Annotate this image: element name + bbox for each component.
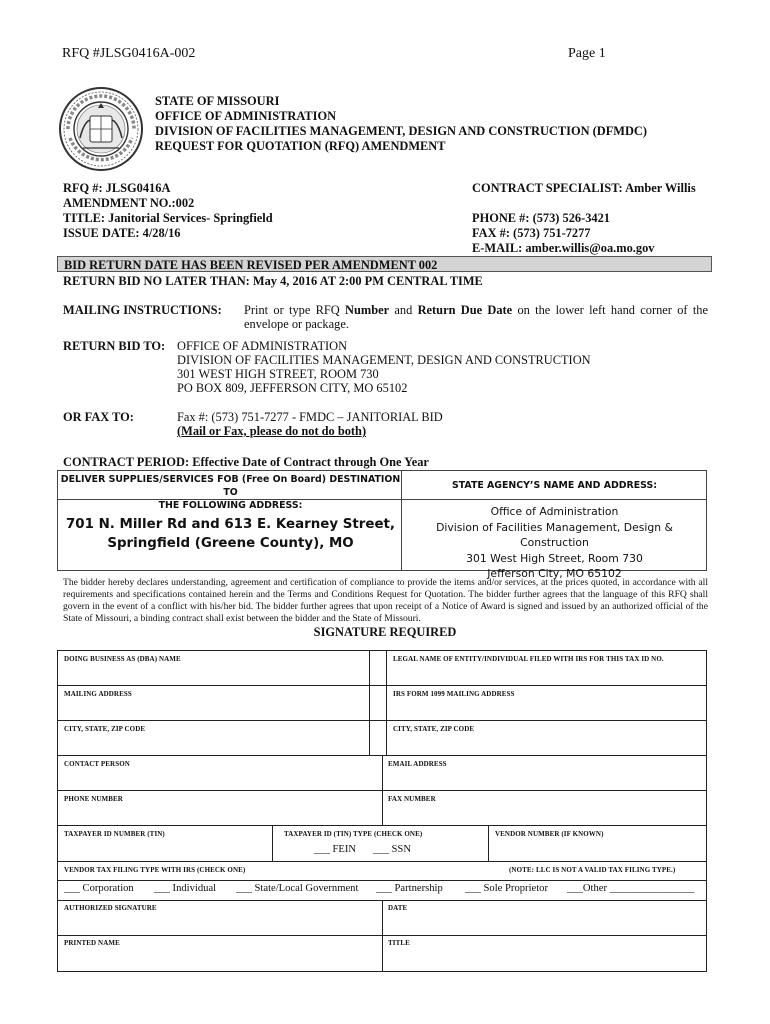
agency-state: STATE OF MISSOURI [155, 94, 280, 108]
delivery-address-cell [57, 470, 402, 571]
city-state-zip-field[interactable]: CITY, STATE, ZIP CODE [64, 725, 146, 733]
fax-to-label: OR FAX TO: [63, 410, 134, 424]
mailing-instructions-label: MAILING INSTRUCTIONS: [63, 303, 222, 317]
issue-date: ISSUE DATE: 4/28/16 [63, 226, 181, 240]
rfq-title: TITLE: Janitorial Services- Springfield [63, 211, 273, 225]
mailing-bold-due-date: Return Due Date [417, 303, 513, 317]
llc-note: (NOTE: LLC IS NOT A VALID TAX FILING TYPE.) [509, 866, 676, 874]
title-field[interactable]: TITLE [388, 939, 410, 947]
email-address-field[interactable]: EMAIL ADDRESS [388, 760, 447, 768]
mailing-bold-number: Number [345, 303, 390, 317]
return-address-line: PO BOX 809, JEFFERSON CITY, MO 65102 [177, 381, 408, 395]
contact-info [472, 181, 696, 256]
return-deadline: RETURN BID NO LATER THAN: May 4, 2016 AT 2:00 PM CENTRAL TIME [63, 274, 483, 288]
filing-type-label: VENDOR TAX FILING TYPE WITH IRS (CHECK ONE) [64, 866, 246, 874]
agency-address-cell [402, 470, 707, 580]
tin-type-label: TAXPAYER ID (TIN) TYPE (CHECK ONE) [284, 830, 423, 838]
fax-number-line: Fax #: (573) 751-7277 - FMDC – JANITORIAL BID [177, 410, 443, 424]
other-option[interactable]: ___Other ________________ [567, 883, 695, 894]
phone-number-field[interactable]: PHONE NUMBER [64, 795, 123, 803]
delivery-table [57, 470, 707, 580]
delivery-address-line: Springfield (Greene County), MO [107, 536, 354, 551]
mailing-text-2: and [389, 303, 418, 317]
agency-heading [155, 94, 647, 154]
delivery-address-line: 701 N. Miller Rd and 613 E. Kearney Street, [65, 517, 396, 532]
fax-warning: (Mail or Fax, please do not do both) [177, 424, 367, 438]
return-bid-label: RETURN BID TO: [63, 339, 166, 353]
agency-address-line: Office of Administration [490, 505, 619, 518]
delivery-header-line: DELIVER SUPPLIES/SERVICES FOB (Free On Board) DESTINATION TO [60, 474, 401, 498]
government-option[interactable]: ___ State/Local Government [236, 883, 359, 894]
agency-address [402, 504, 707, 582]
printed-name-field[interactable]: PRINTED NAME [64, 939, 120, 947]
corporation-option[interactable]: ___ Corporation [64, 883, 134, 894]
mailing-text-1: Print or type RFQ [244, 303, 346, 317]
agency-address-line: Division of Facilities Management, Design & Construction [436, 520, 673, 549]
page-number: Page 1 [568, 46, 606, 61]
return-address-line: OFFICE OF ADMINISTRATION [177, 339, 348, 353]
signature-required-heading: SIGNATURE REQUIRED [313, 625, 457, 639]
partnership-option[interactable]: ___ Partnership [376, 883, 443, 894]
rfq-info [63, 181, 273, 241]
agency-address-line: Jefferson City, MO 65102 [487, 567, 622, 580]
mailing-address-field[interactable]: MAILING ADDRESS [64, 690, 132, 698]
legal-name-field[interactable]: LEGAL NAME OF ENTITY/INDIVIDUAL FILED WITH IRS FOR THIS TAX ID NO. [393, 655, 664, 663]
ssn-checkbox[interactable]: ___ SSN [373, 844, 411, 855]
signature-form [57, 650, 707, 972]
irs-1099-address-field[interactable]: IRS FORM 1099 MAILING ADDRESS [393, 690, 515, 698]
mailing-instructions-text [244, 303, 708, 331]
agency-office: OFFICE OF ADMINISTRATION [155, 109, 337, 123]
fax-info [177, 410, 443, 438]
contract-period: CONTRACT PERIOD: Effective Date of Contract through One Year [63, 455, 429, 469]
rfq-number: RFQ #: JLSG0416A [63, 181, 171, 195]
agency-doc-type: REQUEST FOR QUOTATION (RFQ) AMENDMENT [155, 139, 446, 153]
delivery-header [58, 471, 403, 511]
contact-phone: PHONE #: (573) 526-3421 [472, 211, 611, 225]
revision-banner: BID RETURN DATE HAS BEEN REVISED PER AMENDMENT 002 [57, 256, 712, 272]
contact-fax: FAX #: (573) 751-7277 [472, 226, 591, 240]
fax-number-field[interactable]: FAX NUMBER [388, 795, 436, 803]
sole-proprietor-option[interactable]: ___ Sole Proprietor [465, 883, 548, 894]
contact-person-field[interactable]: CONTACT PERSON [64, 760, 130, 768]
delivery-header-line: THE FOLLOWING ADDRESS: [158, 500, 303, 511]
date-field[interactable]: DATE [388, 904, 408, 912]
return-address-line: DIVISION OF FACILITIES MANAGEMENT, DESIGN AND CONSTRUCTION [177, 353, 591, 367]
amendment-number: AMENDMENT NO.:002 [63, 196, 195, 210]
vendor-number-field[interactable]: VENDOR NUMBER (IF KNOWN) [495, 830, 604, 838]
fein-checkbox[interactable]: ___ FEIN [314, 844, 357, 855]
authorized-signature-field[interactable]: AUTHORIZED SIGNATURE [64, 904, 157, 912]
agency-address-line: 301 West High Street, Room 730 [466, 551, 643, 565]
mailing-text-3: on the lower left hand corner of the envelope or package. [244, 303, 708, 331]
bidder-declaration: The bidder hereby declares understanding, agreement and certification of compliance to provide the items and/or services, at the prices quoted, in accordance with all requirements and specifications contained herein and the Terms and Conditions Request for Quotation. The bidder further agrees that the language of this RFQ shall govern in the event of a conflict with his/her bid. The bidder further agrees that upon receipt of a Notice of Award is signed and issued by an authorized official of the State of Missouri, a binding contract shall exist between the bidder and the State of Missouri. [63, 577, 708, 624]
agency-division: DIVISION OF FACILITIES MANAGEMENT, DESIGN AND CONSTRUCTION (DFMDC) [155, 124, 647, 138]
irs-city-state-zip-field[interactable]: CITY, STATE, ZIP CODE [393, 725, 475, 733]
contract-specialist: CONTRACT SPECIALIST: Amber Willis [472, 181, 696, 195]
return-address [177, 339, 591, 395]
tin-field[interactable]: TAXPAYER ID NUMBER (TIN) [64, 830, 165, 838]
individual-option[interactable]: ___ Individual [154, 883, 217, 894]
delivery-address [58, 515, 403, 553]
rfq-reference: RFQ #JLSG0416A-002 [62, 46, 196, 61]
dba-field[interactable]: DOING BUSINESS AS (DBA) NAME [64, 655, 181, 663]
return-address-line: 301 WEST HIGH STREET, ROOM 730 [177, 367, 379, 381]
contact-email: E-MAIL: amber.willis@oa.mo.gov [472, 241, 655, 255]
state-seal-icon [58, 86, 144, 172]
agency-address-header: STATE AGENCY’S NAME AND ADDRESS: [402, 471, 707, 500]
